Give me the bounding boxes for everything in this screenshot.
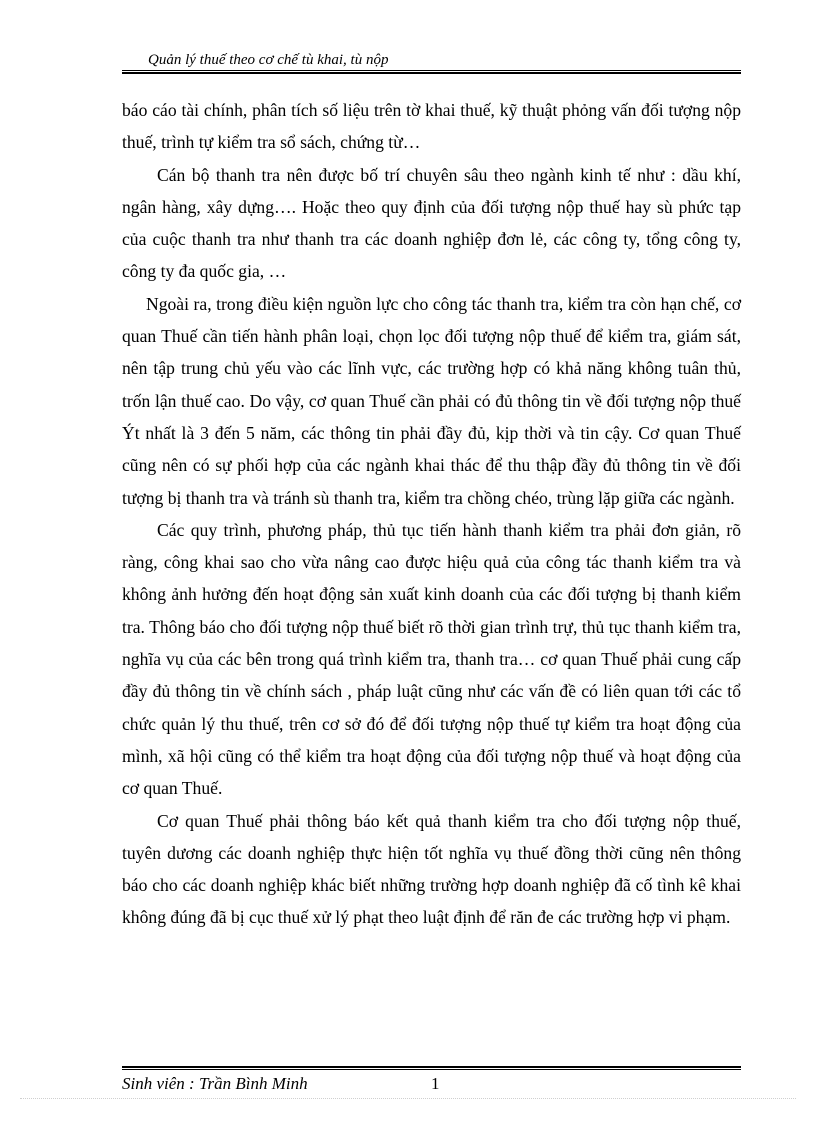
page-bottom-border: [20, 1098, 796, 1099]
page-header: [122, 50, 741, 74]
footer-student-name: Sinh viên : Trần Bình Minh: [122, 1074, 308, 1093]
paragraph-1: báo cáo tài chính, phân tích số liệu trên tờ khai thuế, kỹ thuật phỏng vấn đối tượng nộp thuế, trình tự kiểm tra sổ sách, chứng từ…: [122, 100, 741, 153]
paragraph-4: Các quy trình, phương pháp, thủ tục tiến hành thanh kiểm tra phải đơn giản, rõ ràng, công khai sao cho vừa nâng cao được hiệu quả của công tác thanh kiểm tra và không ảnh hưởng đến hoạt động sản xuất kinh doanh của các đối tượng bị thanh kiểm tra. Thông báo cho đối tượng nộp thuế biết rõ thời gian trình trự, thủ tục thanh kiểm tra, nghĩa vụ của các bên trong quá trình kiểm tra, thanh tra… cơ quan Thuế phải cung cấp đầy đủ thông tin về chính sách , pháp luật cũng như các vấn đề có liên quan tới các tổ chức quản lý thu thuế, trên cơ sở đó để đối tượng nộp thuế tự kiểm tra hoạt động của mình, xã hội cũng có thể kiểm tra hoạt động của đối tượng nộp thuế và hoạt động của cơ quan Thuế.: [122, 519, 741, 799]
document-body: [122, 94, 741, 934]
header-title: Quản lý thuế theo cơ chế tù khai, tù nộp: [148, 52, 389, 68]
paragraph-5: Cơ quan Thuế phải thông báo kết quả thanh kiểm tra cho đối tượng nộp thuế, tuyên dương các doanh nghiệp thực hiện tốt nghĩa vụ thuế đồng thời cũng nên thông báo cho các doanh nghiệp khác biết những trường hợp doanh nghiệp đã cố tình kê khai không đúng đã bị cục thuế xử lý phạt theo luật định để răn đe các trường hợp vi phạm.: [122, 810, 741, 928]
paragraph-2: Cán bộ thanh tra nên được bố trí chuyên sâu theo ngành kinh tế như : dầu khí, ngân hàng, xây dựng…. Hoặc theo quy định của đối tượng nộp thuế hay sù phức tạp của cuộc thanh tra như thanh tra các doanh nghiệp đơn lẻ, các công ty, tổng công ty, công ty đa quốc gia, …: [122, 164, 741, 282]
paragraph-3: Ngoài ra, trong điều kiện nguồn lực cho công tác thanh tra, kiểm tra còn hạn chế, cơ quan Thuế cần tiến hành phân loại, chọn lọc đối tượng nộp thuế để kiểm tra, giám sát, nên tập trung chủ yếu vào các lĩnh vực, các trường hợp có khả năng không tuân thủ, trốn lận thuế cao. Do vậy, cơ quan Thuế cần phải có đủ thông tin về đối tượng nộp thuế Ýt nhất là 3 đến 5 năm, các thông tin phải đầy đủ, kịp thời và tin cậy. Cơ quan Thuế cũng nên có sự phối hợp của các ngành khai thác để thu thập đầy đủ thông tin về đối tượng bị thanh tra và tránh sù thanh tra, kiểm tra chồng chéo, trùng lặp giữa các ngành.: [122, 293, 741, 508]
header-rule-thick: [122, 72, 741, 74]
footer-rule-thin: [122, 1069, 741, 1070]
footer-row: [122, 1073, 741, 1095]
page-footer: [122, 1066, 741, 1095]
footer-page-number: 1: [431, 1074, 440, 1093]
footer-rule-thick: [122, 1066, 741, 1068]
header-rule-thin: [122, 70, 741, 71]
